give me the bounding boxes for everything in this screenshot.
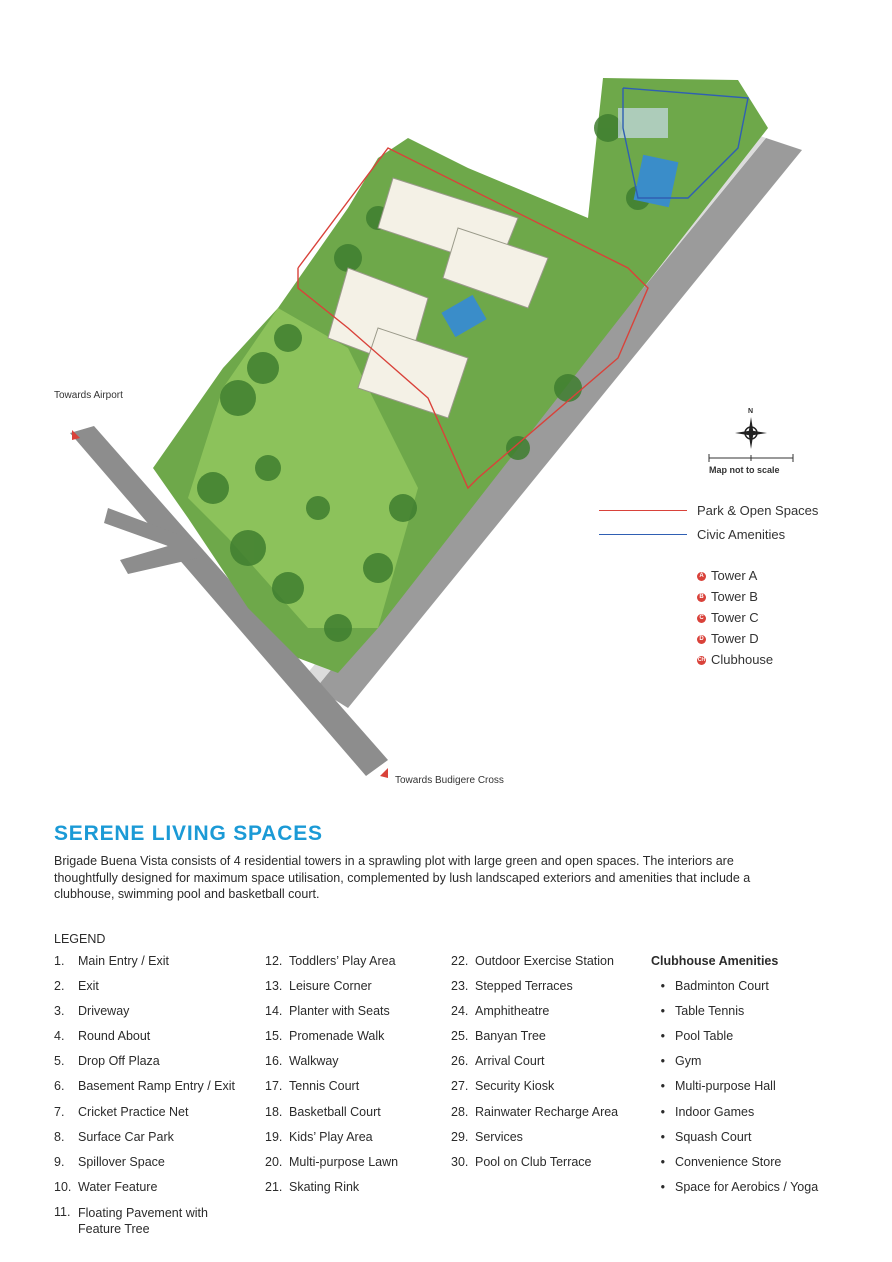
clubhouse-marker: CH (697, 657, 706, 663)
scale-note: Map not to scale (709, 465, 780, 475)
tower-a-label: Tower A (711, 568, 758, 583)
section-title: SERENE LIVING SPACES (54, 822, 323, 845)
towards-budigere-label: Towards Budigere Cross (395, 775, 504, 786)
legend-item: 15. Promenade Walk (265, 1029, 385, 1044)
clubhouse-amenities-heading: Clubhouse Amenities (651, 954, 779, 968)
legend-item: 14. Planter with Seats (265, 1004, 390, 1019)
tower-d-label: Tower D (711, 631, 759, 646)
legend-item: 30. Pool on Club Terrace (451, 1154, 592, 1169)
legend-item: 17. Tennis Court (265, 1079, 360, 1094)
legend-item: 16. Walkway (265, 1054, 339, 1069)
amenity-item: • Space for Aerobics / Yoga (660, 1179, 819, 1194)
north-compass (706, 408, 796, 478)
legend-item: 22. Outdoor Exercise Station (451, 954, 614, 968)
clubhouse-amenities (651, 954, 871, 1205)
amenity-item: • Table Tennis (660, 1004, 745, 1019)
tower-c-label: Tower C (711, 610, 759, 625)
legend-item: 4. Round About (54, 1029, 151, 1044)
legend-item: 1. Main Entry / Exit (54, 954, 169, 968)
amenity-item: • Convenience Store (660, 1154, 782, 1169)
legend-item: 26. Arrival Court (451, 1054, 545, 1069)
legend-item: 7. Cricket Practice Net (54, 1104, 189, 1119)
legend-item: 8. Surface Car Park (54, 1129, 174, 1144)
legend-item: 27. Security Kiosk (451, 1079, 555, 1094)
tower-a-marker: A (697, 572, 706, 581)
legend-column-2 (265, 954, 445, 1205)
legend-item: 6. Basement Ramp Entry / Exit (54, 1079, 236, 1094)
legend-item: 9. Spillover Space (54, 1154, 165, 1169)
legend-item: 19. Kids’ Play Area (265, 1129, 373, 1144)
amenity-item: • Badminton Court (660, 979, 769, 994)
legend-item: 11. Floating Pavement with Feature Tree (54, 1204, 208, 1236)
legend-item: 3. Driveway (54, 1004, 130, 1019)
park-legend-line (599, 510, 687, 511)
legend-item: 12. Toddlers’ Play Area (265, 954, 396, 968)
legend-column-1 (54, 954, 254, 1237)
tower-b-label: Tower B (711, 589, 758, 604)
civic-legend-label: Civic Amenities (697, 527, 786, 542)
legend-item: 21. Skating Rink (265, 1179, 360, 1194)
clubhouse-label: Clubhouse (711, 652, 774, 667)
tower-d-marker: D (697, 635, 706, 644)
legend-item: 18. Basketball Court (265, 1104, 381, 1119)
amenity-item: • Multi-purpose Hall (660, 1079, 776, 1094)
north-label: N (748, 408, 754, 415)
section-paragraph: Brigade Buena Vista consists of 4 residential towers in a sprawling plot with large green and open spaces. The interiors are thoughtfully designed for maximum space utilisation, complemented by lush landscaped exteriors and amenities that include a clubhouse, swimming pool and basketball court. (54, 854, 751, 901)
legend-heading: LEGEND (54, 932, 106, 946)
legend-item: 25. Banyan Tree (451, 1029, 546, 1044)
amenity-item: • Gym (660, 1054, 702, 1069)
park-legend-label: Park & Open Spaces (697, 503, 819, 518)
legend-column-3 (451, 954, 646, 1180)
legend-item: 5. Drop Off Plaza (54, 1054, 160, 1069)
tower-c-marker: C (697, 614, 706, 623)
amenity-item: • Indoor Games (660, 1104, 755, 1119)
civic-legend-line (599, 534, 687, 535)
legend-item: 23. Stepped Terraces (451, 979, 573, 994)
legend-item: 29. Services (451, 1129, 523, 1144)
towards-airport-label: Towards Airport (54, 390, 123, 401)
legend-item: 28. Rainwater Recharge Area (451, 1104, 619, 1119)
tower-b-marker: B (697, 593, 706, 602)
legend-item: 24. Amphitheatre (451, 1004, 550, 1019)
master-plan-map (48, 68, 819, 796)
amenity-item: • Pool Table (660, 1029, 734, 1044)
legend-item: 13. Leisure Corner (265, 979, 372, 994)
scale-bar (708, 454, 794, 462)
legend-item: 20. Multi-purpose Lawn (265, 1154, 399, 1169)
compass-icon (734, 416, 768, 450)
amenity-item: • Squash Court (660, 1129, 752, 1144)
legend-item: 10. Water Feature (54, 1179, 158, 1194)
legend-item: 2. Exit (54, 979, 99, 994)
